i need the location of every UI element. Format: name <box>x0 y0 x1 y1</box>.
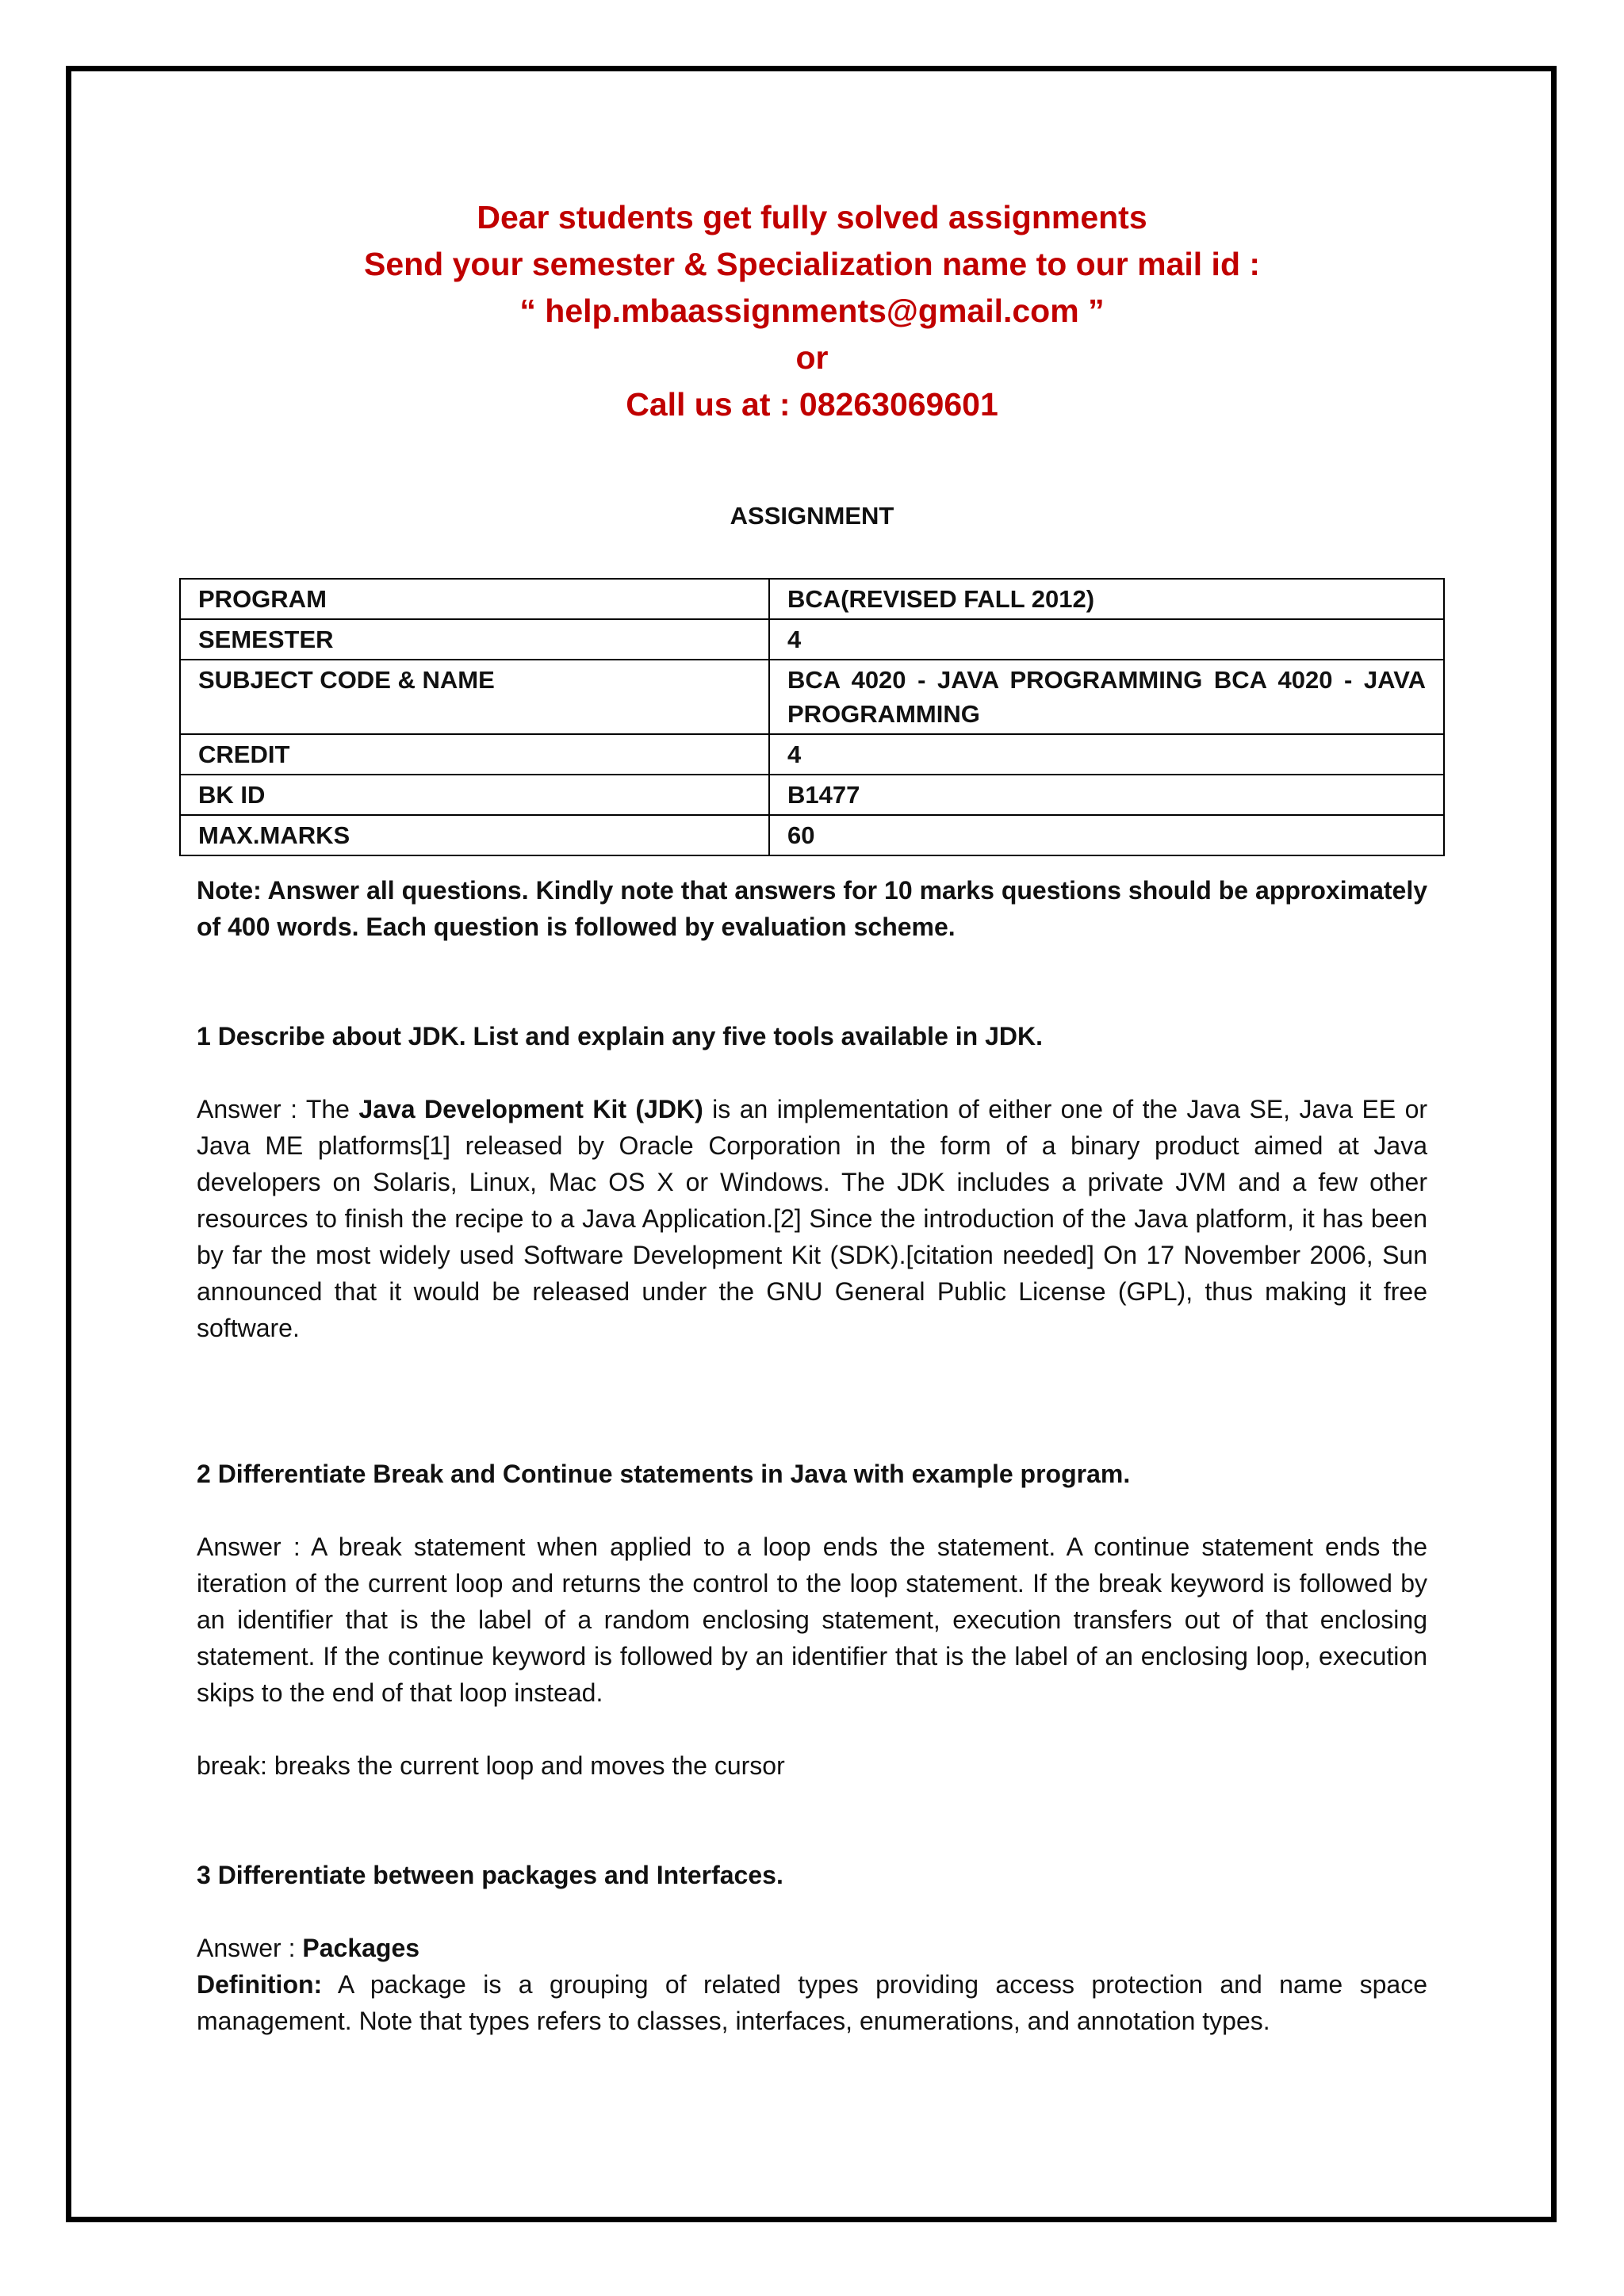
question-1: 1 Describe about JDK. List and explain any five tools available in JDK. <box>197 1022 1043 1050</box>
answer-3 <box>197 1930 1427 1966</box>
answer-1-text: is an implementation of either one of the Java SE, Java EE or Java ME platforms[1] released by Oracle Corporation in the form of a binary product aimed at Java developers on Solaris, Linux, Mac OS X or Windows. The JDK includes a private JVM and a few other resources to finish the recipe to a Java Application.[2] Since the introduction of the Java platform, it has been by far the most widely used Software Development Kit (SDK).[citation needed] On 17 November 2006, Sun announced that it would be released under the GNU General Public License (GPL), thus making it free software. <box>197 1095 1428 1342</box>
table-row <box>180 579 1444 619</box>
answer-2-break-line: break: breaks the current loop and moves the cursor <box>197 1751 785 1780</box>
definition-text: A package is a grouping of related types providing access protection and name space management. Note that types refers to classes, interfaces, enumerations, and annotation types. <box>197 1970 1427 2035</box>
info-value: B1477 <box>769 775 1444 815</box>
info-value: BCA(REVISED FALL 2012) <box>769 579 1444 619</box>
assignment-title: ASSIGNMENT <box>730 502 894 530</box>
answer-1-prefix: Answer : The <box>197 1095 359 1123</box>
info-key: MAX.MARKS <box>180 815 769 855</box>
info-key: PROGRAM <box>180 579 769 619</box>
table-row <box>180 619 1444 660</box>
promo-line-1: Dear students get fully solved assignments <box>477 199 1147 235</box>
table-row <box>180 660 1444 734</box>
info-key: SEMESTER <box>180 619 769 660</box>
promo-phone: Call us at : 08263069601 <box>626 386 998 423</box>
definition-paragraph <box>197 1966 1427 2039</box>
info-value: 60 <box>769 815 1444 855</box>
document-body <box>197 872 1427 2039</box>
info-key: SUBJECT CODE & NAME <box>180 660 769 734</box>
answer-3-bold: Packages <box>302 1934 420 1962</box>
table-row <box>180 734 1444 775</box>
promo-line-2: Send your semester & Specialization name to our mail id : <box>363 246 1261 282</box>
answer-1 <box>197 1091 1427 1346</box>
info-value: BCA 4020 - JAVA PROGRAMMING BCA 4020 - JAVA PROGRAMMING <box>769 660 1444 734</box>
definition-label: Definition: <box>197 1970 323 1999</box>
answer-2: Answer : A break statement when applied to a loop ends the statement. A continue statement ends the iteration of the current loop and returns the control to the loop statement. If the break keyword is followed by an identifier that is the label of a random enclosing statement, execution transfers out of that enclosing statement. If the continue keyword is followed by an identifier that is the label of an enclosing loop, execution skips to the end of that loop instead. <box>197 1533 1427 1707</box>
promo-or: or <box>795 339 829 376</box>
table-row <box>180 775 1444 815</box>
answer-1-bold: Java Development Kit (JDK) <box>358 1095 703 1123</box>
promo-header <box>0 194 1624 428</box>
question-2: 2 Differentiate Break and Continue statements in Java with example program. <box>197 1460 1131 1488</box>
info-key: CREDIT <box>180 734 769 775</box>
note-paragraph: Note: Answer all questions. Kindly note that answers for 10 marks questions should be approximately of 400 words. Each question is followed by evaluation scheme. <box>197 876 1427 941</box>
info-value: 4 <box>769 734 1444 775</box>
promo-email: “ help.mbaassignments@gmail.com ” <box>519 293 1105 329</box>
answer-3-prefix: Answer : <box>197 1934 303 1962</box>
question-3: 3 Differentiate between packages and Interfaces. <box>197 1861 783 1889</box>
info-value: 4 <box>769 619 1444 660</box>
info-key: BK ID <box>180 775 769 815</box>
assignment-info-table <box>179 578 1445 856</box>
table-row <box>180 815 1444 855</box>
